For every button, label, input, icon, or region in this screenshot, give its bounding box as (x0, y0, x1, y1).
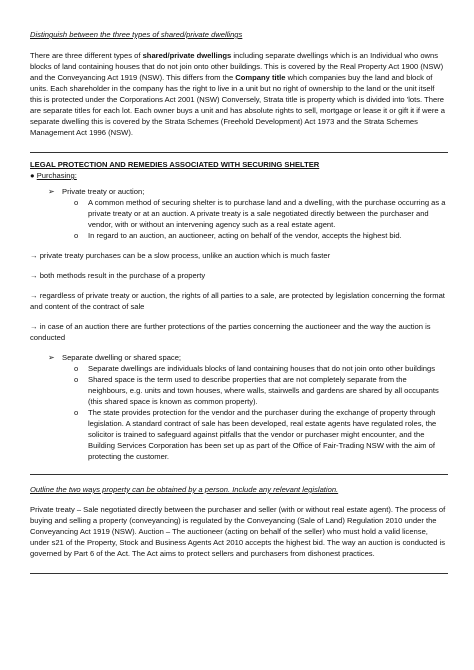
bold-term: Company title (235, 73, 286, 82)
section3-heading: Outline the two ways property can be obtained by a person. Include any relevant legislation. (30, 485, 339, 494)
section1-heading: Distinguish between the three types of shared/private dwellings (30, 30, 243, 39)
arrow-bullet-icon: ➢ (48, 187, 55, 196)
circle-bullet-icon: o (74, 375, 79, 384)
list-item (48, 186, 448, 197)
sub-list-text: A common method of securing shelter is to purchase land and a dwelling, with the purchase occurring as a private treaty or at an auction. A private treaty is a sale negotiated directly between the purchaser and vendor, with or without an intervening agency such as a real estate agent. (88, 198, 446, 229)
bold-term: shared/private dwellings (142, 51, 232, 60)
circle-bullet-icon: o (74, 364, 79, 373)
section2-heading: LEGAL PROTECTION AND REMEDIES ASSOCIATED WITH SECURING SHELTER (30, 160, 320, 169)
arrow-note: → both methods result in the purchase of a property (30, 271, 206, 280)
arrow-bullet-icon: ➢ (48, 353, 55, 362)
arrow-note: → in case of an auction there are further protections of the parties concerning the auctioneer and the way the auction is conducted (30, 322, 431, 342)
divider (30, 573, 448, 574)
sub-list-item (74, 197, 448, 230)
list-item-label: Private treaty or auction; (62, 187, 145, 196)
purchasing-label: Purchasing: (36, 171, 77, 180)
text-run: which companies buy the land and block of units. Each shareholder in the company has the right to live in a unit but no right of ownership to the land or the unit itself this is protected under the Corporations Act 2001 (NSW) Conversely, Strata title is property which is divided into 'lots. There are separate titles for each lot. Each owner buys a unit and has absolute rights to sell, mortgage or lease it or gift it if were a separate dwelling this is covered by the Strata Schemes (Freehold Development) Act 1973 and the Strata Schemes Management Act 1996 (NSW). (30, 73, 445, 137)
bullet-icon: ● (30, 171, 35, 180)
section3-paragraph: Private treaty – Sale negotiated directly between the purchaser and seller (with or without real estate agent). The process of buying and selling a property (conveyancing) is regulated by the Conveyancing (Sale of Land) Regulation 2010 under the Conveyancing Act 1919 (NSW). Auction – The auctioneer (acting on behalf of the seller) who must hold a valid license, under s21 of the Property, Stock and Business Agents Act 2010 accepts the highest bid. The way an auction is conducted is governed by Part 6 of the Act. The Act aims to protect sellers and purchasers from dishonest practices. (30, 505, 446, 558)
sub-list-text: The state provides protection for the vendor and the purchaser during the exchange of property through legislation. A standard contract of sale has been developed, real estate agents have regulated roles, the solicitor is trained to safeguard against pitfalls that the vendor or purchaser might encounter, and the Building Services Corporation has been set up as part of the Office of Fair-Trading NSW with the aim of protecting the customer. (88, 408, 437, 461)
sub-list-text: Shared space is the term used to describe properties that are not completely separate from the neighbours, e.g. units and town houses, where walls, stairwells and gardens are shared by all occupants (this shared space is known as common property). (88, 375, 439, 406)
circle-bullet-icon: o (74, 231, 79, 240)
circle-bullet-icon: o (74, 198, 79, 207)
sub-list-item (74, 374, 448, 407)
arrow-note: → private treaty purchases can be a slow process, unlike an auction which is much faster (30, 251, 331, 260)
circle-bullet-icon: o (74, 408, 79, 417)
sub-list-item (74, 407, 448, 462)
sub-list-text: Separate dwellings are individuals blocks of land containing houses that do not join onto other buildings (88, 364, 436, 373)
arrow-note: → regardless of private treaty or auction, the rights of all parties to a sale, are protected by legislation concerning the format and content of the contract of sale (30, 291, 445, 311)
sub-list-item (74, 230, 448, 241)
sub-list-text: In regard to an auction, an auctioneer, acting on behalf of the vendor, accepts the highest bid. (88, 231, 402, 240)
text-run: There are three different types of (30, 51, 143, 60)
sub-list-item (74, 363, 448, 374)
section1-paragraph (30, 50, 448, 138)
purchasing-line (30, 170, 448, 181)
list-item (48, 352, 448, 363)
list-item-label: Separate dwelling or shared space; (62, 353, 182, 362)
text-run: including separate dwellings which is an Individual who owns blocks of land containing houses that do not join onto other buildings. This is covered by the Real Property Act 1900 (NSW) and the Conveyancing Act 1919 (NSW). This differs from the (30, 51, 444, 82)
